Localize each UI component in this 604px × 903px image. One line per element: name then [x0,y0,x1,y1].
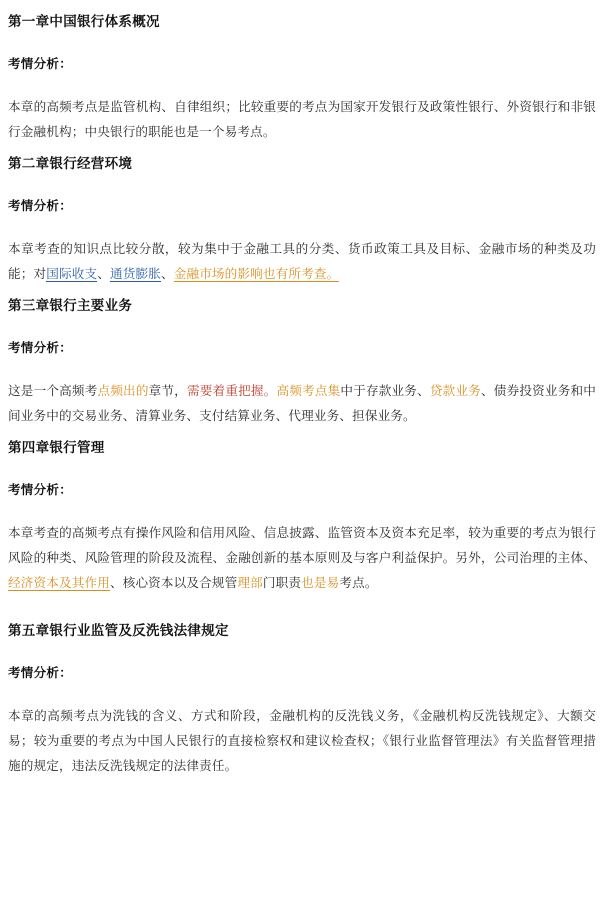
highlighted-text: 经济资本及其作用 [8,575,110,590]
subhead-2: 考情分析： [8,198,73,213]
chapter-section-5 [8,613,596,780]
highlighted-text: 通货膨胀 [109,266,161,281]
paragraph-2 [8,218,596,286]
chapter-title-1: 第一章中国银行体系概况 [8,14,160,30]
subhead-1: 考情分析： [8,56,73,71]
highlighted-text: 金融市场的影响也有所考查。 [173,266,340,281]
chapter-title-3: 第三章银行主要业务 [8,298,133,314]
section-spacer [8,597,596,613]
text-run: 这是一个高频考 [8,383,98,398]
paragraph-3 [8,360,596,428]
text-run: 本章考查的知识点比较分散，较为集中于金融工具的分类、货币政策工具及目标、金融市场的种类及功能；对 [8,241,596,281]
text-run: 中于存款业务、 [340,383,430,398]
paragraph-1 [8,76,596,144]
chapter-title-2: 第二章银行经营环境 [8,156,133,172]
text-run: 本章的高频考点为洗钱的含义、方式和阶段，金融机构的反洗钱义务，《金融机构反洗钱规定》、大额交易；较为重要的考点为中国人民银行的直接检察权和建议检查权；《银行业监督管理法》有关监督管理措施的规定，违法反洗钱规定的法律责任。 [8,708,596,773]
chapter-section-3 [8,288,596,430]
paragraph-5 [8,685,596,778]
highlighted-text: 理部 [237,575,263,590]
text-run: 章节， [148,383,187,398]
highlighted-text: 点频出的 [97,383,149,398]
text-run: 本章考查的高频考点有操作风险和信用风险、信息披露、监管资本及资本充足率，较为重要的考点为银行风险的种类、风险管理的阶段及流程、金融创新的基本原则及与客户利益保护。另外，公司治理的主体、 [8,525,596,565]
highlighted-text: 需要着重把握。 [186,383,277,398]
chapter-section-4 [8,430,596,597]
highlighted-text: 国际收支 [46,266,98,281]
chapter-title-4: 第四章银行管理 [8,440,105,456]
text-run: 考点。 [339,575,378,590]
text-run: 、核心资本以及合规管 [109,575,238,590]
subhead-5: 考情分析： [8,665,73,680]
highlighted-text: 贷款业务 [429,383,482,398]
text-run: 本章的高频考点是监管机构、自律组织；比较重要的考点为国家开发银行及政策性银行、外资银行和非银行金融机构；中央银行的职能也是一个易考点。 [8,99,596,139]
subhead-3: 考情分析： [8,340,73,355]
text-run: 、债券投资业务和中间业务中的交易业务、清算业务、支付结算业务、代理业务、担保业务。 [8,383,597,423]
text-run: 、 [97,266,110,281]
highlighted-text: 也是易 [301,575,340,590]
text-run: 、 [160,266,174,281]
chapter-title-5: 第五章银行业监管及反洗钱法律规定 [8,623,229,639]
paragraph-4 [8,502,596,595]
chapter-section-2 [8,146,596,288]
highlighted-text: 高频考点集 [276,383,341,398]
text-run: 门职责 [262,575,302,590]
subhead-4: 考情分析： [8,482,73,497]
chapter-section-1 [8,4,596,146]
